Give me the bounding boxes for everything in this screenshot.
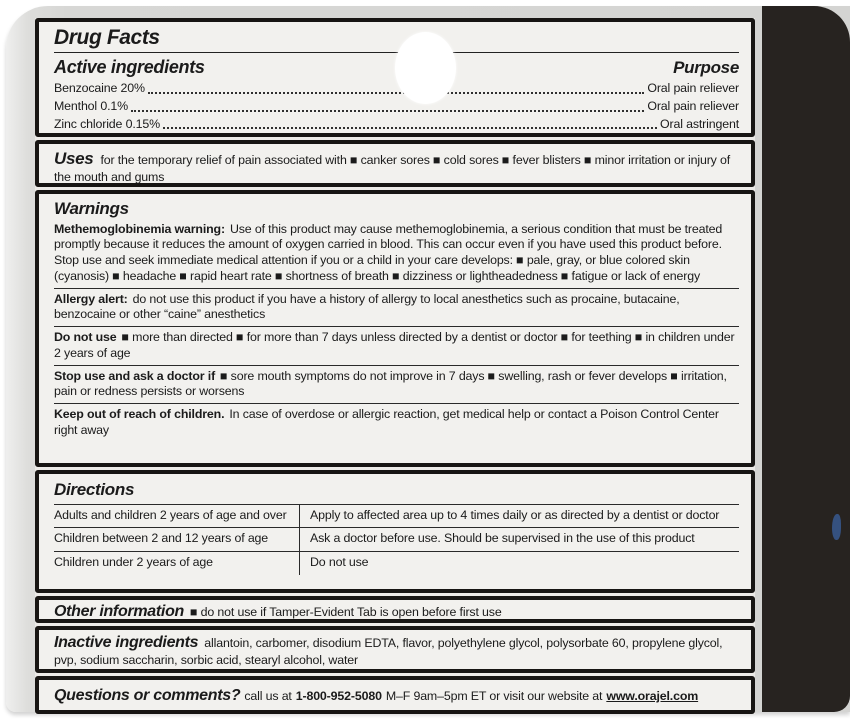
ingredient-name: Menthol 0.1%	[54, 98, 128, 113]
hours-text: M–F 9am–5pm ET or visit our website at	[385, 689, 603, 703]
stop-use	[54, 369, 739, 401]
hang-hole	[395, 32, 456, 104]
uses-panel	[35, 140, 755, 187]
allergy-text: do not use this product if you have a history of allergy to local anesthetics such as procaine, butacaine, benzocaine or other “caine” anesthetics	[54, 291, 680, 322]
allergy-lead: Allergy alert:	[54, 291, 128, 306]
keep-out-lead: Keep out of reach of children.	[54, 407, 225, 422]
allergy-alert	[54, 292, 739, 324]
uses-heading: Uses	[54, 149, 94, 168]
uses-text: for the temporary relief of pain associated with ■ canker sores ■ cold sores ■ fever blisters ■ minor irritation or injury of the mouth and gums	[54, 153, 731, 184]
other-information-panel	[35, 596, 755, 623]
stop-use-lead: Stop use and ask a doctor if	[54, 368, 216, 383]
do-not-use	[54, 330, 739, 362]
directions-heading: Directions	[54, 480, 135, 499]
methemoglobinemia-text: Use of this product may cause methemoglobinemia, a serious condition that must be treated promptly because it reduces the amount of oxygen carried in blood. This can occur even if you have used this product before. Stop use and seek immediate medical attention if you or a child in your care develops: ■ pale, gray, or blue colored skin (cyanosis) ■ headache ■ rapid heart rate ■ shortness of breath ■ dizziness or lightheadedness ■ fatigue or lack of energy	[54, 221, 723, 283]
inactive-ingredients-panel	[35, 626, 755, 673]
questions-row	[54, 684, 739, 707]
age-group-cell: Children under 2 years of age	[54, 552, 300, 575]
methemoglobinemia-warning	[54, 222, 739, 285]
ingredient-purpose: Oral pain reliever	[647, 81, 739, 95]
keep-out-text: In case of overdose or allergic reaction, get medical help or contact a Poison Control Center right away	[54, 407, 719, 437]
do-not-use-text: ■ more than directed ■ for more than 7 days unless directed by a dentist or doctor ■ for teething ■ in children under 2 years of age	[54, 330, 735, 360]
purpose-heading: Purpose	[673, 58, 739, 78]
warnings-divider	[54, 288, 739, 289]
other-information-heading: Other information	[54, 603, 185, 620]
directions-row	[54, 551, 739, 575]
active-ingredients-heading: Active ingredients	[54, 57, 205, 78]
age-group-cell: Children between 2 and 12 years of age	[54, 528, 300, 551]
other-information-paragraph	[54, 605, 502, 619]
directions-table	[54, 504, 739, 575]
ingredient-purpose: Oral astringent	[659, 116, 739, 131]
age-group-cell: Adults and children 2 years of age and over	[54, 505, 300, 528]
instruction-cell: Ask a doctor before use. Should be supervised in the use of this product	[310, 531, 695, 546]
inactive-ingredients-paragraph	[54, 636, 722, 667]
questions-heading: Questions or comments?	[54, 687, 241, 704]
drug-facts-title: Drug Facts	[54, 26, 160, 49]
instruction-cell: Do not use	[310, 555, 369, 570]
blue-package-edge	[832, 514, 841, 540]
warnings-panel	[35, 190, 755, 467]
drug-facts-label	[35, 18, 755, 714]
inactive-ingredients-text: allantoin, carbomer, disodium EDTA, flavor, polyethylene glycol, polysorbate 60, propylene glycol, pvp, sodium saccharin, sorbic acid, stearyl alcohol, water	[54, 636, 723, 668]
call-prefix-text: call us at	[244, 689, 292, 703]
other-information-text: ■ do not use if Tamper-Evident Tab is open before first use	[190, 605, 502, 619]
ingredient-row	[54, 99, 739, 115]
instruction-cell: Apply to affected area up to 4 times daily or as directed by a dentist or doctor	[310, 507, 720, 522]
directions-panel	[35, 470, 755, 593]
active-ingredients-panel	[35, 18, 755, 137]
do-not-use-lead: Do not use	[54, 330, 117, 345]
stop-use-text: ■ sore mouth symptoms do not improve in 7 days ■ swelling, rash or fever develops ■ irritation, pain or redness persists or worsens	[54, 368, 727, 399]
dotted-leader	[148, 92, 644, 94]
warnings-divider	[54, 403, 739, 404]
warnings-divider	[54, 365, 739, 366]
questions-panel	[35, 676, 755, 714]
ingredient-purpose: Oral pain reliever	[647, 98, 739, 113]
uses-paragraph	[54, 149, 731, 184]
package-side-spine	[762, 6, 850, 712]
inactive-ingredients-heading: Inactive ingredients	[54, 634, 199, 651]
ingredient-name: Zinc chloride 0.15%	[54, 116, 160, 131]
dotted-leader	[163, 127, 657, 129]
warnings-heading: Warnings	[54, 199, 129, 218]
directions-row	[54, 527, 739, 551]
methemoglobinemia-lead: Methemoglobinemia warning:	[54, 221, 225, 236]
warnings-divider	[54, 326, 739, 327]
dotted-leader	[131, 110, 644, 112]
ingredient-name: Benzocaine 20%	[54, 81, 145, 95]
directions-row	[54, 504, 739, 528]
ingredient-row	[54, 117, 739, 133]
website-link: www.orajel.com	[606, 689, 699, 703]
keep-out-of-reach	[54, 407, 739, 439]
ingredient-row	[54, 81, 739, 97]
phone-number: 1-800-952-5080	[295, 689, 382, 703]
